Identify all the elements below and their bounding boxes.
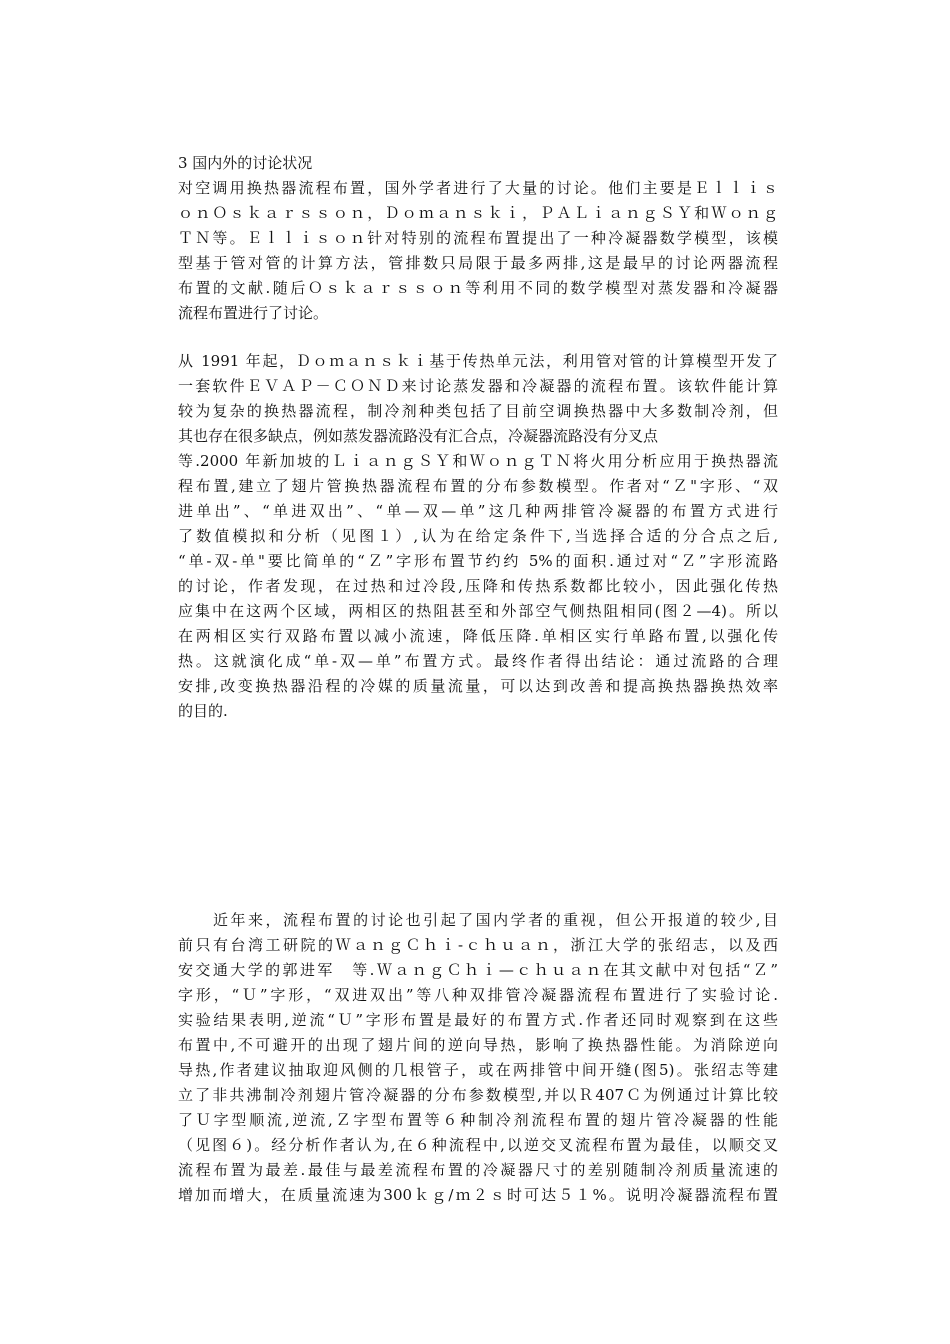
paragraph-line: 布置中,不可避开的出现了翅片间的逆向导热，影响了换热器性能。为消除逆向 bbox=[178, 1036, 778, 1054]
paragraph-line: ＴＮ等。Ｅｌｌｉｓｏｎ针对特别的流程布置提出了一种冷凝器数学模型，该模 bbox=[178, 229, 778, 247]
paragraph-line: 了数值模拟和分析（见图１）,认为在给定条件下,当选择合适的分合点之后, bbox=[178, 527, 778, 545]
paragraph-line: 安排,改变换热器沿程的冷媒的质量流量，可以达到改善和提高换热器换热效率 bbox=[178, 677, 778, 695]
paragraph-line: 进单出”、“单进双出”、“单—双—单”这几种两排管冷凝器的布置方式进行 bbox=[178, 502, 778, 520]
paragraph-line: 程布置,建立了翅片管换热器流程布置的分布参数模型。作者对“Ｚ"字形、“双 bbox=[178, 477, 778, 495]
paragraph-line: 对空调用换热器流程布置，国外学者进行了大量的讨论。他们主要是Ｅｌｌｉｓ bbox=[178, 179, 778, 197]
section-heading: 3 国内外的讨论状况 bbox=[178, 154, 313, 172]
paragraph-line: 增加而增大，在质量流速为300ｋｇ/ｍ２ｓ时可达５１%。说明冷凝器流程布置 bbox=[178, 1186, 778, 1204]
paragraph-line: 在两相区实行双路布置以减小流速，降低压降.单相区实行单路布置,以强化传 bbox=[178, 627, 778, 645]
paragraph-line: 的目的. bbox=[178, 702, 228, 720]
paragraph-line: 其也存在很多缺点，例如蒸发器流路没有汇合点，冷凝器流路没有分叉点 bbox=[178, 427, 659, 445]
paragraph-line: 字形，“Ｕ”字形，“双进双出”等八种双排管冷凝器流程布置进行了实验讨论. bbox=[178, 986, 778, 1004]
paragraph-line: （见图６)。经分析作者认为,在６种流程中,以逆交叉流程布置为最佳，以顺交叉 bbox=[178, 1136, 778, 1154]
paragraph-line: 较为复杂的换热器流程，制冷剂种类包括了目前空调换热器中大多数制冷剂，但 bbox=[178, 402, 778, 420]
paragraph-line: 近年来，流程布置的讨论也引起了国内学者的重视，但公开报道的较少,目 bbox=[178, 911, 778, 929]
paragraph-line: 实验结果表明,逆流“Ｕ”字形布置是最好的布置方式.作者还同时观察到在这些 bbox=[178, 1011, 778, 1029]
paragraph-line: 流程布置进行了讨论。 bbox=[178, 304, 329, 322]
paragraph-line: 应集中在这两个区域，两相区的热阻甚至和外部空气侧热阻相同(图２—4)。所以 bbox=[178, 602, 778, 620]
paragraph-line: ｏｎＯｓｋａｒｓｓｏｎ，Ｄｏｍａｎｓｋｉ，ＰＡＬｉａｎｇＳＹ和Ｗｏｎｇ bbox=[178, 204, 778, 222]
paragraph-line: 了Ｕ字型顺流,逆流,Ｚ字型布置等６种制冷剂流程布置的翅片管冷凝器的性能 bbox=[178, 1111, 778, 1129]
paragraph-domestic-research bbox=[178, 908, 778, 1208]
paragraph-domanski bbox=[178, 349, 778, 724]
paragraph-line: 热。这就演化成“单-双—单”布置方式。最终作者得出结论：通过流路的合理 bbox=[178, 652, 778, 670]
paragraph-line: 型基于管对管的计算方法，管排数只局限于最多两排,这是最早的讨论两器流程 bbox=[178, 254, 778, 272]
paragraph-line: 安交通大学的郭进军 等.ＷａｎｇＣｈｉ—ｃｈｕａｎ在其文献中对包括“Ｚ” bbox=[178, 961, 778, 979]
paragraph-line: 从 1991 年起，Ｄｏｍａｎｓｋｉ基于传热单元法，利用管对管的计算模型开发了 bbox=[178, 352, 778, 370]
paragraph-line: 等.2000 年新加坡的ＬｉａｎｇＳＹ和ＷｏｎｇＴＮ将火用分析应用于换热器流 bbox=[178, 452, 778, 470]
paragraph-line: 布置的文献.随后Ｏｓｋａｒｓｓｏｎ等利用不同的数学模型对蒸发器和冷凝器 bbox=[178, 279, 778, 297]
paragraph-line: 的讨论，作者发现，在过热和过冷段,压降和传热系数都比较小，因此强化传热 bbox=[178, 577, 778, 595]
paragraph-line: 导热,作者建议抽取迎风侧的几根管子，或在两排管中间开缝(图5)。张绍志等建 bbox=[178, 1061, 778, 1079]
paragraph-line: “单-双-单"要比简单的“Ｚ”字形布置节约约 5%的面积.通过对“Ｚ”字形流路 bbox=[178, 552, 778, 570]
paragraph-line: 前只有台湾工研院的ＷａｎｇＣｈｉ-ｃｈｕａｎ，浙江大学的张绍志，以及西 bbox=[178, 936, 778, 954]
paragraph-line: 一套软件ＥＶＡＰ－ＣＯＮＤ来讨论蒸发器和冷凝器的流程布置。该软件能计算 bbox=[178, 377, 778, 395]
paragraph-line: 流程布置为最差.最佳与最差流程布置的冷凝器尺寸的差别随制冷剂质量流速的 bbox=[178, 1161, 778, 1179]
paragraph-line: 立了非共沸制冷剂翅片管冷凝器的分布参数模型,并以Ｒ407Ｃ为例通过计算比较 bbox=[178, 1086, 778, 1104]
section-domestic-foreign-research bbox=[178, 151, 778, 326]
